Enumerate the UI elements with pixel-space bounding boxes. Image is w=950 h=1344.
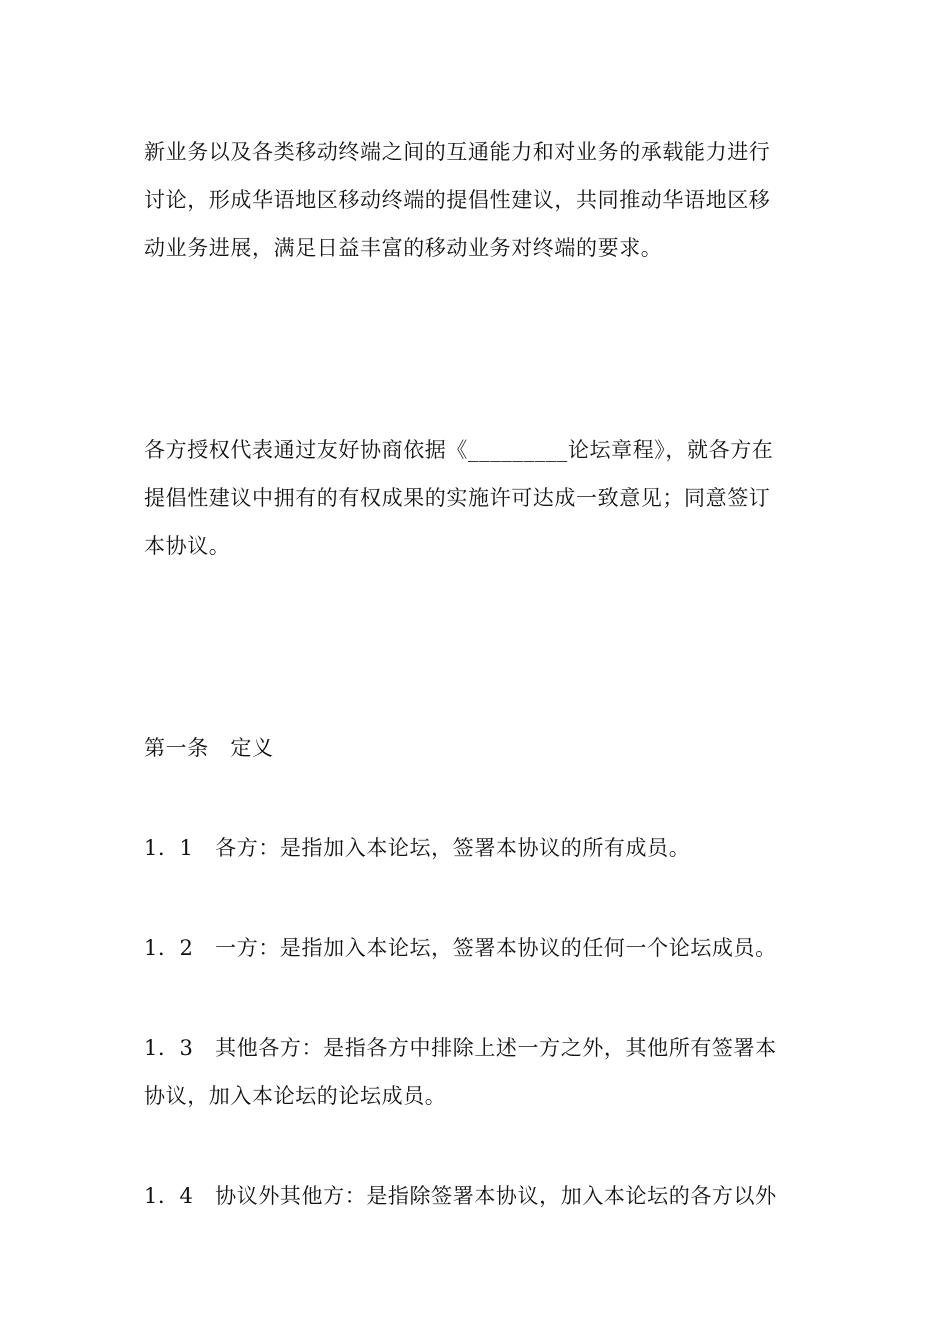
definition-item: 1．4 协议外其他方：是指除签署本协议，加入本论坛的各方以外 xyxy=(144,1184,777,1208)
definition-item: 1．2 一方：是指加入本论坛，签署本协议的任何一个论坛成员。 xyxy=(144,936,777,960)
paragraph-agreement-line: 提倡性建议中拥有的有权成果的实施许可达成一致意见；同意签订 xyxy=(144,486,771,510)
paragraph-intro-line: 新业务以及各类移动终端之间的互通能力和对业务的承载能力进行 xyxy=(144,140,771,164)
paragraph-intro-line: 动业务进展，满足日益丰富的移动业务对终端的要求。 xyxy=(144,236,663,260)
definition-item: 1．3 其他各方：是指各方中排除上述一方之外，其他所有签署本 xyxy=(144,1036,777,1060)
definition-item: 1．1 各方：是指加入本论坛，签署本协议的所有成员。 xyxy=(144,836,691,860)
article-heading: 第一条 定义 xyxy=(144,736,274,760)
paragraph-agreement-line: 各方授权代表通过友好协商依据《_________论坛章程》，就各方在 xyxy=(144,438,774,462)
definition-item-continuation: 协议，加入本论坛的论坛成员。 xyxy=(144,1084,447,1108)
paragraph-agreement-line: 本协议。 xyxy=(144,534,231,558)
paragraph-intro-line: 讨论，形成华语地区移动终端的提倡性建议，共同推动华语地区移 xyxy=(144,188,771,212)
